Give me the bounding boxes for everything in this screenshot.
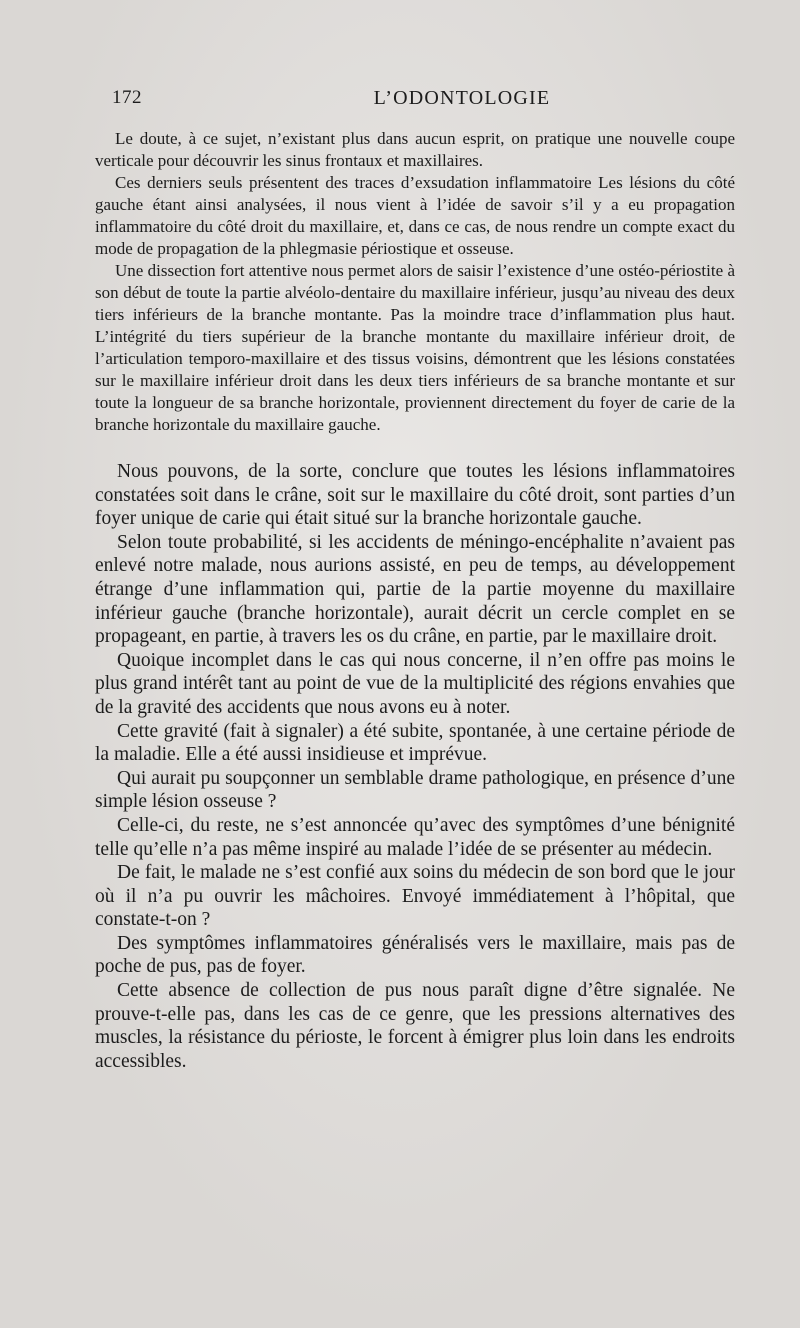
- page-number: 172: [112, 87, 142, 108]
- small-print-section: [95, 128, 735, 436]
- running-title: L’ODONTOLOGIE: [373, 87, 551, 109]
- main-text-section: [95, 460, 735, 1073]
- paragraph: Cette gravité (fait à signaler) a été subite, spontanée, à une certaine période de la maladie. Elle a été aussi insidieuse et imprévue.: [95, 720, 735, 766]
- running-head: [112, 87, 712, 111]
- paragraph: De fait, le malade ne s’est confié aux soins du médecin de son bord que le jour où il n’a pu ouvrir les mâchoires. Envoyé immédiatement à l’hôpital, que constate-t-on ?: [95, 862, 735, 931]
- paragraph: Quoique incomplet dans le cas qui nous concerne, il n’en offre pas moins le plus grand intérêt tant au point de vue de la multiplicité des régions envahies que de la gravité des accidents que nous avons eu à noter.: [95, 649, 735, 718]
- paragraph: Celle-ci, du reste, ne s’est annoncée qu’avec des symptômes d’une bénignité telle qu’elle n’a pas même inspiré au malade l’idée de se présenter au médecin.: [95, 814, 735, 860]
- paragraph: Selon toute probabilité, si les accidents de méningo-encéphalite n’avaient pas enlevé notre malade, nous aurions assisté, en peu de temps, au développement étrange d’une inflammation qui, partie de la partie moyenne du maxillaire inférieur gauche (branche horizontale), aurait décrit un cercle complet en se propageant, en partie, à travers les os du crâne, en partie, par le maxillaire droit.: [95, 531, 735, 648]
- body-text: [95, 128, 735, 1073]
- paragraph: Des symptômes inflammatoires généralisés vers le maxillaire, mais pas de poche de pus, pas de foyer.: [95, 932, 735, 978]
- paragraph: Cette absence de collection de pus nous paraît digne d’être signalée. Ne prouve-t-elle pas, dans les cas de ce genre, que les pressions alternatives des muscles, la résistance du périoste, le forcent à émigrer plus loin dans les endroits accessibles.: [95, 980, 735, 1072]
- paragraph: Le doute, à ce sujet, n’existant plus dans aucun esprit, on pratique une nouvelle coupe verticale pour découvrir les sinus frontaux et maxillaires.: [95, 129, 735, 170]
- paragraph: Qui aurait pu soupçonner un semblable drame pathologique, en présence d’une simple lésion osseuse ?: [95, 767, 735, 813]
- paragraph: Nous pouvons, de la sorte, conclure que toutes les lésions inflammatoires constatées soit dans le crâne, soit sur le maxillaire du côté droit, sont parties d’un foyer unique de carie qui était situé sur la branche horizontale gauche.: [95, 461, 735, 530]
- paragraph: Une dissection fort attentive nous permet alors de saisir l’existence d’une ostéo-périostite à son début de toute la partie alvéolo-dentaire du maxillaire inférieur, jusqu’au niveau des deux tiers inférieurs de la branche montante. Pas la moindre trace d’inflammation plus haut. L’intégrité du tiers supérieur de la branche montante du maxillaire inférieur droit, de l’articulation temporo-maxillaire et des tissus voisins, démontrent que les lésions constatées sur le maxillaire inférieur droit dans les deux tiers inférieurs de sa branche montante et sur toute la longueur de sa branche horizontale, proviennent directement du foyer de carie de la branche horizontale du maxillaire gauche.: [95, 261, 735, 434]
- paragraph: Ces derniers seuls présentent des traces d’exsudation inflammatoire Les lésions du côté gauche étant ainsi analysées, il nous vient à l’idée de savoir s’il y a eu propagation inflammatoire du côté droit du maxillaire, et, dans ce cas, de nous rendre un compte exact du mode de propagation de la phlegmasie périostique et osseuse.: [95, 173, 735, 258]
